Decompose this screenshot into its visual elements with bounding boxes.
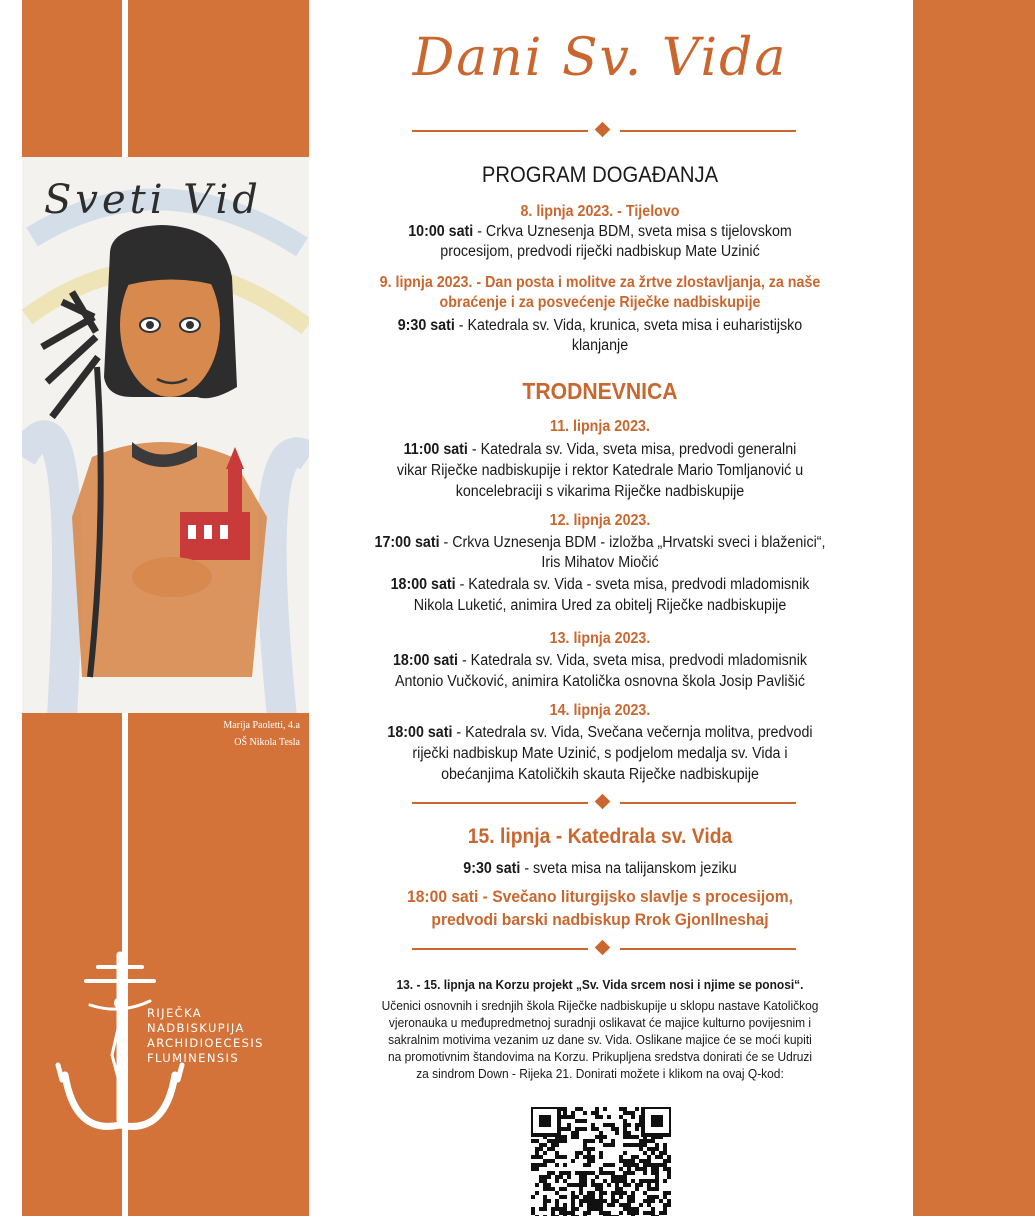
feast-line2-b: predvodi barski nadbiskup Rrok Gjonllneshaj <box>431 910 769 929</box>
logo-text-line4: FLUMINENSIS <box>147 1051 240 1065</box>
project-headline: 13. - 15. lipnja na Korzu projekt „Sv. Vida srcem nosi i njime se ponosi“. <box>396 977 804 992</box>
drawing-credit-school: OŠ Nikola Tesla <box>234 737 300 748</box>
logo-text-line2: NADBISKUPIJA <box>147 1021 245 1035</box>
d13-line-b: Antonio Vučković, animira Katolička osnovna škola Josip Pavlišić <box>394 673 806 690</box>
day2-date-a: 9. lipnja 2023. - Dan posta i molitve za žrtve zlostavljanja, za naše <box>379 274 821 291</box>
triduum-heading: TRODNEVNICA <box>522 378 678 404</box>
d11-line-b: vikar Riječke nadbiskupije i rektor Katedrale Mario Tomljanović u <box>396 462 804 479</box>
divider-bottom <box>412 942 796 956</box>
d12-line1-a: 17:00 sati - Crkva Uznesenja BDM - izložba „Hrvatski sveci i blaženici“, <box>374 534 826 551</box>
project-text-5: za sindrom Down - Rijeka 21. Donirati možete i klikom na ovaj Q-kod: <box>416 1066 784 1081</box>
logo-text-line3: ARCHIDIOECESIS <box>147 1036 264 1050</box>
program-heading: PROGRAM DOGAĐANJA <box>481 162 719 187</box>
d13-date: 13. lipnja 2023. <box>549 630 651 647</box>
day2-line-a: 9:30 sati - Katedrala sv. Vida, krunica, sveta misa i euharistijsko <box>397 317 803 334</box>
d14-line-a: 18:00 sati - Katedrala sv. Vida, Svečana večernja molitva, predvodi <box>387 724 813 741</box>
d12-line2-b: Nikola Luketić, animira Ured za obitelj Riječke nadbiskupije <box>413 597 787 614</box>
saint-vitus-drawing <box>22 157 309 713</box>
day2-line-b: klanjanje <box>571 337 629 354</box>
d14-date: 14. lipnja 2023. <box>549 702 651 719</box>
d11-date: 11. lipnja 2023. <box>550 418 650 435</box>
d11-line-a: 11:00 sati - Katedrala sv. Vida, sveta misa, predvodi generalni <box>403 441 797 458</box>
divider-top <box>412 124 796 138</box>
logo-text-line1: RIJEČKA <box>147 1006 203 1020</box>
d14-line-c: obećanjima Katoličkih skauta Riječke nadbiskupije <box>441 766 759 783</box>
d12-line1-b: Iris Mihatov Miočić <box>541 554 659 571</box>
divider-middle <box>412 796 796 810</box>
d11-line-c: koncelebraciji s vikarima Riječke nadbiskupije <box>455 483 745 500</box>
d12-line2-a: 18:00 sati - Katedrala sv. Vida - sveta misa, predvodi mladomisnik <box>390 576 810 593</box>
feast-line1: 9:30 sati - sveta misa na talijanskom jeziku <box>463 860 737 877</box>
day1-line-b: procesijom, predvodi riječki nadbiskup Mate Uzinić <box>440 243 760 260</box>
project-text-3: sakralnim motivima vezanim uz dane sv. Vida. Oslikane majice će se moći kupiti <box>388 1032 812 1047</box>
drawing-credit-author: Marija Paoletti, 4.a <box>223 720 300 731</box>
project-text-2: vjeronauka u međupredmetnoj suradnji oslikavat će majice kulturno povijesnim i <box>388 1015 812 1030</box>
drawing-caption: Sveti Vid <box>44 177 262 223</box>
page-title: Dani Sv. Vida <box>412 28 788 88</box>
day1-line-a: 10:00 sati - Crkva Uznesenja BDM, sveta misa s tijelovskom <box>408 223 792 240</box>
project-text-1: Učenici osnovnih i srednjih škola Riječke nadbiskupije u sklopu nastave Katoličkog <box>381 998 819 1013</box>
d14-line-b: riječki nadbiskup Mate Uzinić, s podjelom medalja sv. Vida i <box>412 745 788 762</box>
day1-date: 8. lipnja 2023. - Tijelovo <box>520 203 680 220</box>
day2-date-b: obraćenje i za posvećenje Riječke nadbiskupije <box>439 294 761 311</box>
project-text-4: na promotivnim štandovima na Korzu. Prikupljena sredstva donirati će se Udruzi <box>387 1049 813 1064</box>
d12-date: 12. lipnja 2023. <box>549 512 651 529</box>
feast-heading: 15. lipnja - Katedrala sv. Vida <box>467 825 733 848</box>
donation-qr-code[interactable] <box>531 1107 671 1216</box>
right-decor-bar <box>913 0 1035 1216</box>
feast-line2-a: 18:00 sati - Svečano liturgijsko slavlje s procesijom, <box>407 887 793 906</box>
d13-line-a: 18:00 sati - Katedrala sv. Vida, sveta misa, predvodi mladomisnik <box>392 652 807 669</box>
